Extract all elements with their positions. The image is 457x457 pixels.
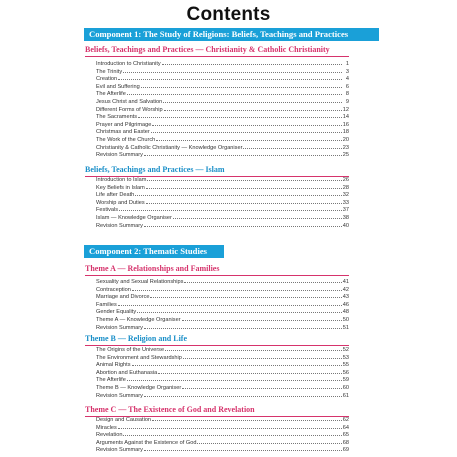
toc-entry-title: Design and Causation <box>96 417 152 423</box>
toc-entry-title: Revision Summary <box>96 324 143 331</box>
toc-entry <box>96 112 349 120</box>
toc-entry-title: The Origins of the Universe <box>96 347 165 353</box>
dot-leader <box>151 127 342 133</box>
toc-entry-page: 51 <box>342 324 349 331</box>
toc-entry-page: 26 <box>342 177 349 183</box>
toc-entry <box>96 277 349 285</box>
dot-leader <box>118 423 342 429</box>
toc-entry-page: 41 <box>342 279 349 285</box>
toc-entry <box>96 120 349 128</box>
dot-leader <box>163 97 342 103</box>
component-2-banner: Component 2: Thematic Studies <box>84 245 224 258</box>
dot-leader <box>152 415 342 421</box>
dot-leader <box>132 360 342 366</box>
toc-entry-title: Worship and Duties <box>96 199 145 206</box>
toc-entry-title: Life after Death <box>96 192 135 199</box>
toc-entry-page: 40 <box>342 222 349 229</box>
toc-entry-title: Introduction to Islam <box>96 177 147 183</box>
toc-entry-title: Sexuality and Sexual Relationships <box>96 279 184 285</box>
toc-entry <box>96 183 349 191</box>
dot-leader <box>138 112 342 118</box>
toc-entry-title: The Environment and Stewardship <box>96 354 182 361</box>
toc-entry-page: 68 <box>342 439 349 446</box>
toc-entry <box>96 105 349 113</box>
toc-entry-page: 38 <box>342 214 349 221</box>
toc-entry-page: 61 <box>342 392 349 399</box>
dot-leader <box>144 391 342 397</box>
dot-leader <box>144 150 342 156</box>
toc-entry <box>96 375 349 383</box>
dot-leader <box>164 105 342 111</box>
toc-entry <box>96 292 349 300</box>
toc-entry-page: 37 <box>342 207 349 214</box>
toc-entry-title: Revision Summary <box>96 392 143 399</box>
toc-entry-page: 9 <box>345 98 349 105</box>
dot-leader <box>144 445 342 451</box>
dot-leader <box>197 438 341 444</box>
section-heading-theme-a: Theme A — Relationships and Families <box>85 264 220 273</box>
toc-entry <box>96 221 349 229</box>
dot-leader <box>123 430 341 436</box>
toc-entry-title: The Afterlife <box>96 91 126 98</box>
toc-entry <box>96 74 349 82</box>
dot-leader <box>156 135 341 141</box>
dot-leader <box>123 67 342 73</box>
toc-entry <box>96 423 349 431</box>
dot-leader <box>173 213 342 219</box>
toc-entry-page: 18 <box>342 129 349 136</box>
dot-leader <box>146 198 342 204</box>
toc-entry-title: Key Beliefs in Islam <box>96 184 145 191</box>
toc-list-christianity <box>96 59 349 158</box>
section-divider <box>85 56 349 57</box>
dot-leader <box>118 74 342 80</box>
toc-entry-page: 60 <box>342 384 349 391</box>
toc-entry-page: 55 <box>342 362 349 369</box>
toc-entry <box>96 143 349 151</box>
toc-entry-page: 4 <box>345 76 349 83</box>
toc-entry-page: 42 <box>342 286 349 293</box>
dot-leader <box>182 315 342 321</box>
toc-entry-title: Miracles <box>96 424 117 431</box>
dot-leader <box>119 205 342 211</box>
dot-leader <box>144 221 342 227</box>
dot-leader <box>141 82 342 88</box>
toc-list-theme-a <box>96 277 349 330</box>
dot-leader <box>144 323 342 329</box>
toc-entry <box>96 430 349 438</box>
toc-entry-title: Marriage and Divorce <box>96 294 150 301</box>
toc-entry <box>96 323 349 331</box>
toc-entry <box>96 67 349 75</box>
toc-entry-page: 46 <box>342 301 349 308</box>
toc-entry <box>96 97 349 105</box>
toc-entry <box>96 345 349 353</box>
toc-entry-title: Revision Summary <box>96 447 143 454</box>
dot-leader <box>150 292 341 298</box>
toc-entry-page: 43 <box>342 294 349 301</box>
toc-entry-title: Revision Summary <box>96 152 143 159</box>
toc-entry <box>96 368 349 376</box>
toc-entry <box>96 198 349 206</box>
toc-entry-title: Prayer and Pilgrimage <box>96 121 152 128</box>
toc-entry-page: 65 <box>342 432 349 439</box>
toc-list-theme-b <box>96 345 349 398</box>
toc-entry-page: 3 <box>345 68 349 75</box>
toc-entry <box>96 150 349 158</box>
dot-leader <box>183 353 342 359</box>
dot-leader <box>118 300 342 306</box>
toc-entry-page: 8 <box>345 91 349 98</box>
toc-entry-page: 33 <box>342 199 349 206</box>
toc-entry-title: Gender Equality <box>96 309 137 316</box>
toc-entry-page: 48 <box>342 309 349 316</box>
page-title: Contents <box>186 4 271 25</box>
toc-entry <box>96 315 349 323</box>
toc-entry-title: Revision Summary <box>96 222 143 229</box>
toc-entry <box>96 89 349 97</box>
toc-entry-page: 32 <box>342 192 349 199</box>
toc-entry-title: Christmas and Easter <box>96 129 150 136</box>
toc-entry-page: 64 <box>342 424 349 431</box>
toc-entry-page: 20 <box>342 136 349 143</box>
toc-entry-page: 6 <box>345 83 349 90</box>
toc-entry-page: 69 <box>342 447 349 454</box>
toc-entry-page: 62 <box>342 417 349 423</box>
dot-leader <box>132 285 342 291</box>
toc-entry <box>96 391 349 399</box>
toc-entry <box>96 438 349 446</box>
dot-leader <box>165 345 342 351</box>
toc-entry <box>96 415 349 423</box>
toc-entry-title: Theme A — Knowledge Organiser <box>96 316 181 323</box>
dot-leader <box>147 175 341 181</box>
toc-entry <box>96 82 349 90</box>
toc-entry-title: The Afterlife <box>96 377 126 384</box>
component-1-banner: Component 1: The Study of Religions: Beliefs, Teachings and Practices <box>84 28 379 41</box>
toc-entry-page: 14 <box>342 114 349 121</box>
toc-entry-title: Creation <box>96 76 118 83</box>
toc-entry-title: Theme B — Knowledge Organiser <box>96 384 182 391</box>
toc-entry <box>96 190 349 198</box>
toc-entry <box>96 175 349 183</box>
toc-list-islam <box>96 175 349 228</box>
toc-entry <box>96 383 349 391</box>
toc-entry-title: Revelation <box>96 432 123 439</box>
toc-entry-page: 12 <box>342 106 349 113</box>
toc-entry-page: 56 <box>342 369 349 376</box>
toc-entry <box>96 300 349 308</box>
section-heading-theme-c: Theme C — The Existence of God and Revelation <box>85 405 255 414</box>
dot-leader <box>158 368 341 374</box>
section-heading-islam: Beliefs, Teachings and Practices — Islam <box>85 165 225 174</box>
dot-leader <box>135 190 342 196</box>
toc-entry-page: 53 <box>342 354 349 361</box>
toc-entry-page: 23 <box>342 144 349 151</box>
toc-entry-title: Christianity & Catholic Christianity — Knowledge Organiser <box>96 144 243 151</box>
toc-entry-title: Contraception <box>96 286 131 293</box>
section-heading-theme-b: Theme B — Religion and Life <box>85 334 188 343</box>
toc-entry-title: Islam — Knowledge Organiser <box>96 214 172 221</box>
toc-entry <box>96 213 349 221</box>
toc-entry-title: Families <box>96 301 117 308</box>
toc-entry-page: 1 <box>345 61 349 67</box>
toc-entry-title: Festivals <box>96 207 119 214</box>
dot-leader <box>162 59 342 65</box>
section-divider <box>85 275 349 276</box>
dot-leader <box>127 375 342 381</box>
dot-leader <box>243 143 341 149</box>
toc-entry <box>96 285 349 293</box>
dot-leader <box>137 307 342 313</box>
toc-entry-title: Animal Rights <box>96 362 131 369</box>
toc-entry-page: 52 <box>342 347 349 353</box>
dot-leader <box>146 183 342 189</box>
toc-entry-title: The Work of the Church <box>96 136 156 143</box>
toc-entry-title: The Sacraments <box>96 114 138 121</box>
section-heading-christianity: Beliefs, Teachings and Practices — Christianity & Catholic Christianity <box>85 45 330 54</box>
toc-entry-title: Introduction to Christianity <box>96 61 161 67</box>
toc-list-theme-c <box>96 415 349 453</box>
toc-entry-page: 28 <box>342 184 349 191</box>
toc-entry-title: Evil and Suffering <box>96 83 140 90</box>
toc-entry <box>96 59 349 67</box>
dot-leader <box>184 277 341 283</box>
toc-entry-page: 16 <box>342 121 349 128</box>
toc-entry-page: 50 <box>342 316 349 323</box>
toc-entry-title: Abortion and Euthanasia <box>96 369 158 376</box>
toc-entry <box>96 127 349 135</box>
toc-entry-page: 25 <box>342 152 349 159</box>
toc-entry-title: Jesus Christ and Salvation <box>96 98 163 105</box>
toc-entry-title: Arguments Against the Existence of God <box>96 439 197 446</box>
toc-entry <box>96 205 349 213</box>
toc-entry <box>96 360 349 368</box>
toc-entry-page: 59 <box>342 377 349 384</box>
toc-entry <box>96 307 349 315</box>
toc-entry <box>96 445 349 453</box>
toc-entry <box>96 135 349 143</box>
dot-leader <box>182 383 342 389</box>
dot-leader <box>152 120 341 126</box>
dot-leader <box>127 89 342 95</box>
toc-entry-title: Different Forms of Worship <box>96 106 163 113</box>
toc-entry <box>96 353 349 361</box>
toc-entry-title: The Trinity <box>96 68 123 75</box>
